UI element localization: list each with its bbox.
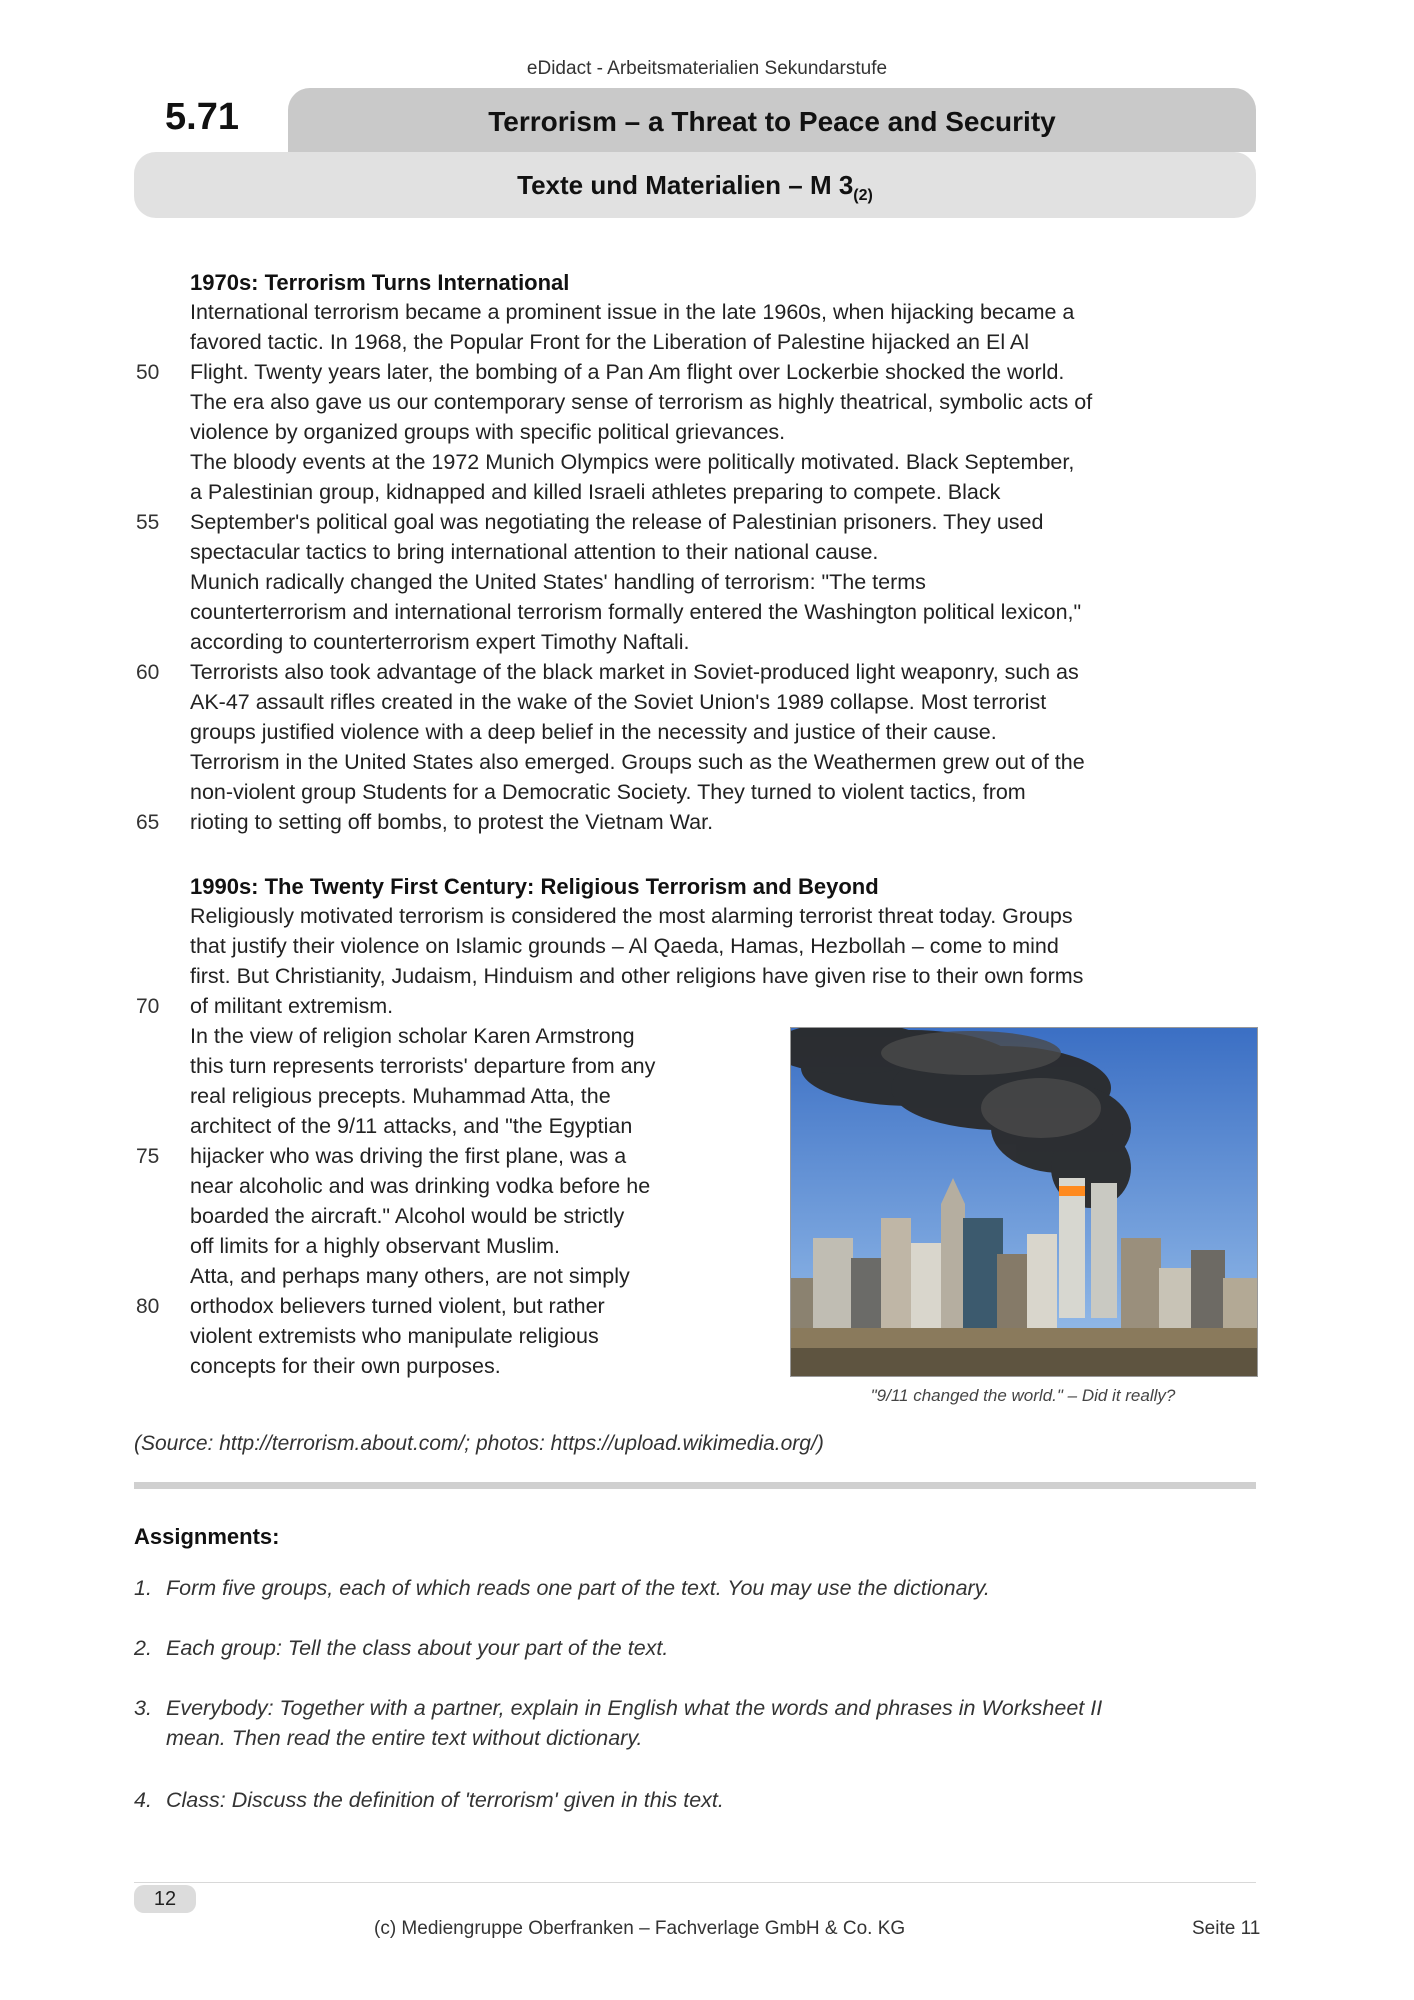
assignment-text: Class: Discuss the definition of 'terrorism' given in this text. <box>166 1788 724 1812</box>
text-line: violent extremists who manipulate religious <box>190 1324 599 1348</box>
subtitle-index: (2) <box>853 187 873 205</box>
line-number: 70 <box>136 995 160 1018</box>
copyright-footer: (c) Mediengruppe Oberfranken – Fachverlage GmbH & Co. KG <box>374 1918 906 1939</box>
source-citation: (Source: http://terrorism.about.com/; photos: https://upload.wikimedia.org/) <box>134 1432 824 1455</box>
text-line: concepts for their own purposes. <box>190 1354 501 1378</box>
text-line: of militant extremism. <box>190 994 394 1018</box>
section-divider <box>134 1482 1256 1489</box>
text-line: this turn represents terrorists' departure from any <box>190 1054 656 1078</box>
text-line: off limits for a highly observant Muslim. <box>190 1234 561 1258</box>
page-title: Terrorism – a Threat to Peace and Security <box>488 106 1056 137</box>
text-line: Terrorists also took advantage of the black market in Soviet-produced light weaponry, such as <box>190 660 1079 684</box>
text-line: counterterrorism and international terrorism formally entered the Washington political lexicon," <box>190 600 1082 624</box>
section-heading-1990s: 1990s: The Twenty First Century: Religious Terrorism and Beyond <box>190 874 879 899</box>
photo-caption: "9/11 changed the world." – Did it really? <box>870 1386 1176 1405</box>
page-subtitle <box>134 170 1256 205</box>
subtitle-text: Texte und Materialien – M 3 <box>517 170 854 200</box>
line-number: 65 <box>136 811 160 834</box>
text-line: groups justified violence with a deep belief in the necessity and justice of their cause. <box>190 720 997 744</box>
text-line: violence by organized groups with specific political grievances. <box>190 420 786 444</box>
footer-rule <box>134 1882 1256 1883</box>
line-number: 55 <box>136 511 160 534</box>
unit-number: 5.71 <box>165 96 239 138</box>
assignment-text: mean. Then read the entire text without dictionary. <box>166 1726 643 1750</box>
line-number: 50 <box>136 361 160 384</box>
text-line: according to counterterrorism expert Timothy Naftali. <box>190 630 690 654</box>
assignment-number: 2. <box>134 1636 152 1660</box>
text-line: Religiously motivated terrorism is considered the most alarming terrorist threat today. Groups <box>190 904 1073 928</box>
text-line: first. But Christianity, Judaism, Hinduism and other religions have given rise to their own forms <box>190 964 1084 988</box>
text-line: Atta, and perhaps many others, are not simply <box>190 1264 630 1288</box>
text-line: rioting to setting off bombs, to protest the Vietnam War. <box>190 810 714 834</box>
text-line: a Palestinian group, kidnapped and killed Israeli athletes preparing to compete. Black <box>190 480 1001 504</box>
text-line: favored tactic. In 1968, the Popular Front for the Liberation of Palestine hijacked an El Al <box>190 330 1030 354</box>
assignment-text: Everybody: Together with a partner, explain in English what the words and phrases in Worksheet II <box>166 1696 1103 1720</box>
publisher-header: eDidact - Arbeitsmaterialien Sekundarstufe <box>526 58 888 79</box>
text-line: non-violent group Students for a Democratic Society. They turned to violent tactics, from <box>190 780 1026 804</box>
page-footer-number: Seite 11 <box>1192 1918 1261 1939</box>
line-number: 75 <box>136 1145 160 1168</box>
assignment-number: 3. <box>134 1696 152 1720</box>
text-line: The era also gave us our contemporary sense of terrorism as highly theatrical, symbolic acts of <box>190 390 1093 414</box>
text-line: The bloody events at the 1972 Munich Olympics were politically motivated. Black September, <box>190 450 1075 474</box>
text-line: Flight. Twenty years later, the bombing of a Pan Am flight over Lockerbie shocked the world. <box>190 360 1065 384</box>
text-line: that justify their violence on Islamic grounds – Al Qaeda, Hamas, Hezbollah – come to mind <box>190 934 1059 958</box>
assignment-number: 1. <box>134 1576 152 1600</box>
text-line: Terrorism in the United States also emerged. Groups such as the Weathermen grew out of the <box>190 750 1085 774</box>
line-number: 60 <box>136 661 160 684</box>
assignment-number: 4. <box>134 1788 152 1812</box>
text-line: boarded the aircraft." Alcohol would be strictly <box>190 1204 625 1228</box>
skyline-smoke-photo <box>790 1027 1258 1377</box>
assignment-text: Form five groups, each of which reads one part of the text. You may use the dictionary. <box>166 1576 990 1600</box>
text-line: hijacker who was driving the first plane, was a <box>190 1144 627 1168</box>
line-number: 80 <box>136 1295 160 1318</box>
section-heading-1970s: 1970s: Terrorism Turns International <box>190 270 570 295</box>
text-line: September's political goal was negotiating the release of Palestinian prisoners. They used <box>190 510 1044 534</box>
text-line: architect of the 9/11 attacks, and "the Egyptian <box>190 1114 633 1138</box>
assignment-text: Each group: Tell the class about your part of the text. <box>166 1636 669 1660</box>
page-number-badge: 12 <box>134 1885 196 1913</box>
text-line: International terrorism became a prominent issue in the late 1960s, when hijacking became a <box>190 300 1075 324</box>
text-line: spectacular tactics to bring international attention to their national cause. <box>190 540 879 564</box>
text-line: AK-47 assault rifles created in the wake of the Soviet Union's 1989 collapse. Most terrorist <box>190 690 1047 714</box>
text-line: near alcoholic and was drinking vodka before he <box>190 1174 651 1198</box>
assignments-heading: Assignments: <box>134 1524 280 1549</box>
text-line: In the view of religion scholar Karen Armstrong <box>190 1024 635 1048</box>
text-line: orthodox believers turned violent, but rather <box>190 1294 605 1318</box>
text-line: Munich radically changed the United States' handling of terrorism: "The terms <box>190 570 926 594</box>
text-line: real religious precepts. Muhammad Atta, the <box>190 1084 611 1108</box>
